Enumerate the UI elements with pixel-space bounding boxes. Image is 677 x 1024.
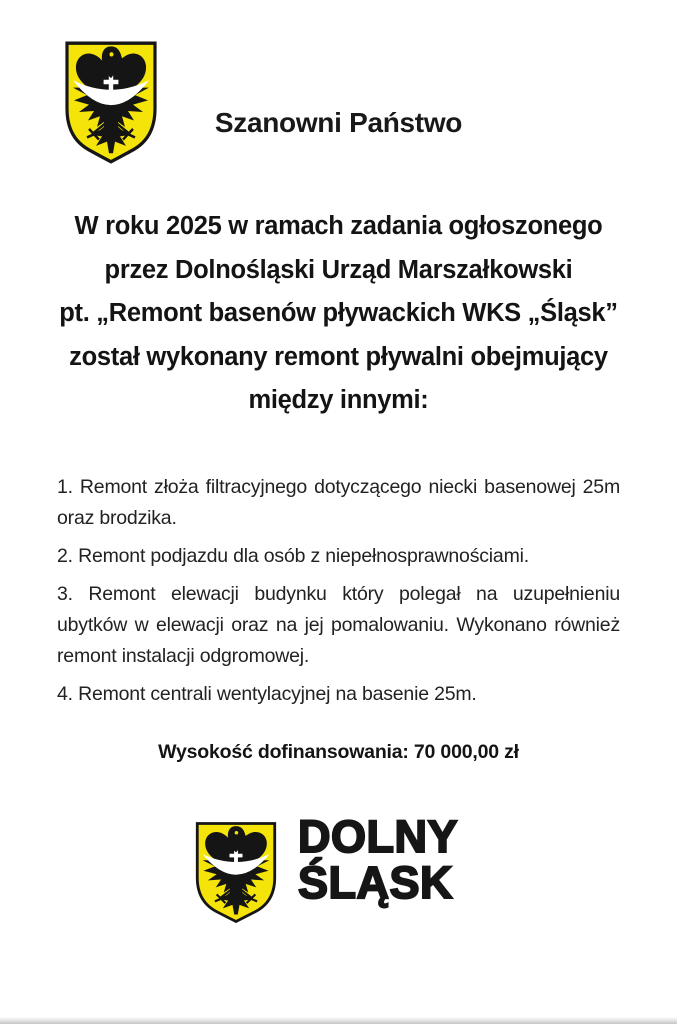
list-item: 4. Remont centrali wentylacyjnej na basenie 25m. bbox=[57, 683, 477, 705]
intro-line: między innymi: bbox=[248, 386, 429, 414]
logo-word-dolny: DOLNY bbox=[298, 811, 458, 862]
logo-wordmark bbox=[298, 811, 458, 908]
intro-line: pt. „Remont basenów pływackich WKS „Śląsk” bbox=[59, 299, 618, 327]
logo-word-slask: ŚLĄSK bbox=[298, 857, 454, 908]
list-item: 1. Remont złoża filtracyjnego dotyczącego niecki basenowej 25m oraz brodzika. bbox=[57, 476, 620, 529]
intro-line: W roku 2025 w ramach zadania ogłoszonego bbox=[74, 212, 603, 240]
dolny-slask-logo bbox=[192, 811, 458, 925]
lower-silesia-coat-of-arms-icon bbox=[192, 820, 280, 925]
list-item: 2. Remont podjazdu dla osób z niepełnosprawnościami. bbox=[57, 545, 529, 567]
intro-line: przez Dolnośląski Urząd Marszałkowski bbox=[104, 255, 573, 284]
greeting-heading: Szanowni Państwo bbox=[214, 107, 463, 138]
renovation-list bbox=[57, 472, 620, 717]
lower-silesia-coat-of-arms-icon bbox=[61, 39, 161, 166]
scan-edge-shadow bbox=[0, 1017, 677, 1024]
list-item: 3. Remont elewacji budynku który polegał na uzupełnieniu ubytków w elewacji oraz na jej pomalowaniu. Wykonano również remont instalacji odgromowej. bbox=[57, 583, 620, 667]
intro-line: został wykonany remont pływalni obejmujący bbox=[69, 342, 608, 371]
funding-amount: Wysokość dofinansowania: 70 000,00 zł bbox=[158, 741, 519, 763]
intro-paragraph bbox=[18, 205, 659, 423]
